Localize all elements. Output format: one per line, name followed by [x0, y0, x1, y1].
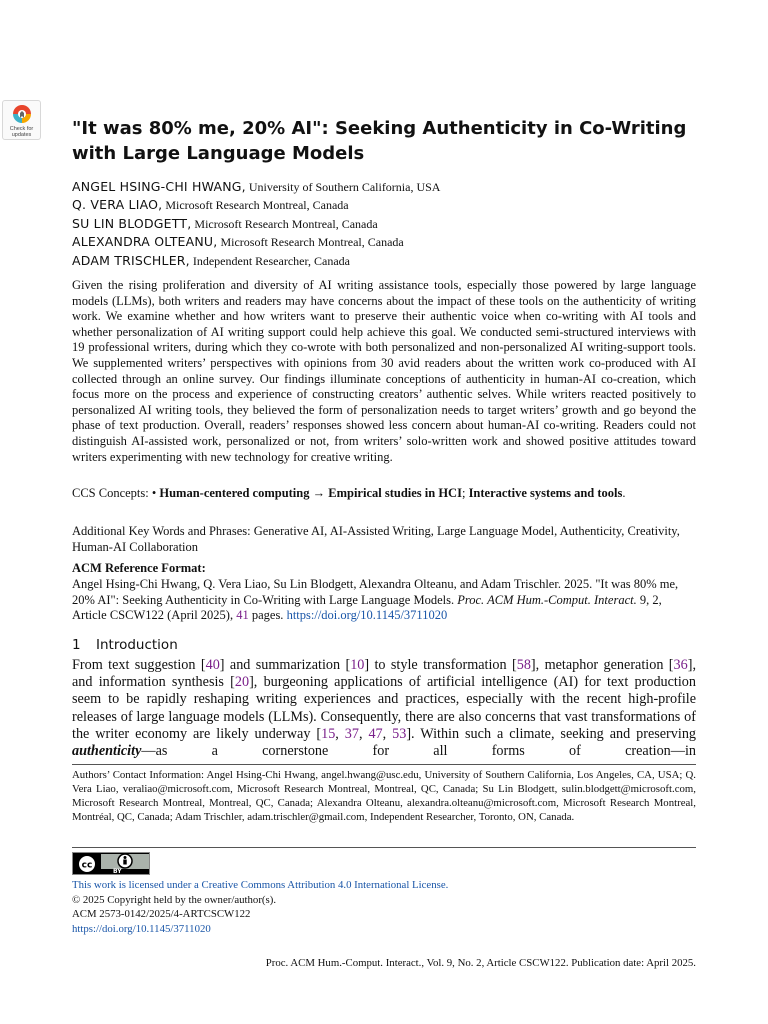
ccs-concept: Empirical studies in HCI: [328, 486, 462, 500]
intro-text: ], burgeoning applications of artificial intelligence (AI) for text production seem to be rapidly reshaping writing experiences and practices, especially with the recent high-profile releases of large language models (LLMs). Consequently, there are also concerns that vast transformations of the writer economy are likely underway [: [72, 674, 696, 742]
intro-text: ,: [382, 725, 393, 742]
citation-link[interactable]: 53: [392, 725, 407, 742]
copyright-line: © 2025 Copyright held by the owner/author(s).: [72, 893, 277, 906]
citation-text: pages.: [248, 608, 287, 623]
citation-link[interactable]: 40: [205, 657, 220, 673]
page-count-link[interactable]: 41: [236, 608, 249, 623]
section-title: Introduction: [96, 637, 178, 653]
cc-by-label: BY: [113, 868, 122, 875]
journal-name: Proc. ACM Hum.-Comput. Interact.: [457, 592, 637, 607]
citation-link[interactable]: 58: [516, 657, 531, 673]
author-list: [72, 178, 696, 270]
author-line: [72, 233, 696, 251]
author-name: ADAM TRISCHLER,: [72, 252, 190, 268]
ccs-arrow: →: [309, 486, 329, 500]
citation-link[interactable]: 47: [368, 725, 383, 742]
citation-link[interactable]: 36: [673, 657, 688, 673]
reference-format-heading: ACM Reference Format:: [72, 561, 206, 575]
author-line: [72, 178, 696, 196]
introduction-paragraph: [72, 657, 696, 760]
author-contact-footnote: Authors’ Contact Information: Angel Hsing-Chi Hwang, angel.hwang@usc.edu, University of Southern California, Los Angeles, CA, USA; Q. Vera Liao, veraliao@microsoft.com, Microsoft Research Montreal, Montreal, QC, Canada; Su Lin Blodgett, sulin.blodgett@microsoft.com, Microsoft Research Montreal, Montreal, QC, Canada; Alexandra Olteanu, alexandra.olteanu@microsoft.com, Microsoft Research Montreal, Montréal, QC, Canada; Adam Trischler, adam.trischler@gmail.com, Independent Researcher, Toronto, ON, Canada.: [72, 769, 696, 824]
intro-text: From text suggestion [: [72, 657, 206, 673]
author-affiliation: Independent Researcher, Canada: [192, 253, 350, 268]
author-line: [72, 252, 696, 270]
license-link[interactable]: This work is licensed under a Creative Commons Attribution 4.0 International License.: [72, 879, 449, 891]
check-for-updates-badge[interactable]: [2, 100, 41, 140]
cc-logo-icon: [76, 853, 98, 875]
attribution-person-icon: [117, 853, 133, 869]
citation-text: 9, 2, Article CSCW122 (April 2025),: [72, 592, 662, 623]
ccs-label: CCS Concepts: •: [72, 486, 157, 500]
intro-text: ,: [335, 725, 345, 742]
citation-link[interactable]: 10: [350, 657, 365, 673]
check-for-updates-label: Check for updates: [9, 126, 34, 138]
intro-text: ]. Within such a climate, seeking and preserving: [406, 725, 697, 742]
intro-text: ] to style transformation [: [364, 657, 517, 673]
author-affiliation: University of Southern California, USA: [248, 180, 441, 194]
author-name: SU LIN BLODGETT,: [72, 215, 192, 231]
license-divider: [72, 847, 696, 848]
ccs-concepts: [72, 486, 696, 502]
citation-link[interactable]: 20: [234, 674, 250, 691]
abstract: Given the rising proliferation and diversity of AI writing assistance tools, especially those powered by large language models (LLMs), both writers and readers may have concerns about the impact of these tools on the authenticity of writing work. We examine whether and how writers want to preserve their authentic voice when co-writing with AI tools and whether personalization of AI writing support could help achieve this goal. We conducted semi-structured interviews with 19 professional writers, during which they co-wrote with both personalized and non-personalized AI writing-support tools. We supplemented writers’ perspectives with opinions from 30 avid readers about the written work co-produced with AI collected through an online survey. Our findings illuminate conceptions of authenticity in human-AI co-creation, which focus more on the process and experience of constructing creators’ authentic selves. While writers reacted positively to personalized AI writing tools, they believed the form of personalization needs to target writers’ growth and go beyond the phase of text production. Overall, readers’ responses showed less concern about human-AI co-writing. Readers could not distinguish AI-assisted work, personalized or not, from writers’ solo-written work and showed positive attitudes toward writers experimenting with new technology for creative writing.: [72, 278, 696, 464]
author-affiliation: Microsoft Research Montreal, Canada: [165, 198, 349, 213]
section-number: 1: [72, 637, 81, 653]
intro-text: ], metaphor generation [: [530, 657, 674, 673]
doi-link[interactable]: https://doi.org/10.1145/3711020: [72, 922, 211, 935]
author-line: [72, 196, 696, 214]
page-footer: Proc. ACM Hum.-Comput. Interact., Vol. 9, No. 2, Article CSCW122. Publication date: April 2025.: [265, 957, 696, 969]
paper-title: "It was 80% me, 20% AI": Seeking Authenticity in Co-Writing with Large Language Models: [72, 118, 687, 164]
svg-text:cc: cc: [81, 860, 93, 871]
creative-commons-badge[interactable]: [72, 852, 150, 875]
ccs-concept: Human-centered computing: [159, 486, 310, 500]
author-name: ANGEL HSING-CHI HWANG,: [72, 179, 246, 194]
ccs-end: .: [622, 486, 626, 500]
footnote-divider: [72, 764, 696, 765]
doi-link[interactable]: https://doi.org/10.1145/3711020: [286, 608, 448, 623]
author-line: [72, 215, 696, 233]
crossmark-icon: [12, 104, 32, 126]
citation-link[interactable]: 37: [344, 725, 359, 742]
citation-text: Angel Hsing-Chi Hwang, Q. Vera Liao, Su Lin Blodgett, Alexandra Olteanu, and Adam Trischler. 2025. "It was 80% me, 20% AI": Seeking Authenticity in Co-Writing with Large Language Models.: [72, 577, 679, 607]
intro-text: ,: [358, 725, 369, 742]
intro-text: —as a cornerstone for all forms of creation—in: [141, 743, 696, 760]
intro-text: ] and summarization [: [219, 657, 351, 673]
acm-identifier: ACM 2573-0142/2025/4-ARTCSCW122: [72, 908, 251, 921]
ccs-separator: ;: [461, 486, 469, 500]
section-heading: [72, 636, 696, 654]
author-affiliation: Microsoft Research Montreal, Canada: [194, 216, 378, 231]
intro-text: ], and information synthesis [: [72, 657, 696, 691]
emphasis-authenticity: authenticity: [72, 743, 142, 760]
author-affiliation: Microsoft Research Montreal, Canada: [220, 235, 404, 250]
author-name: Q. VERA LIAO,: [72, 197, 163, 213]
citation-link[interactable]: 15: [321, 725, 336, 742]
ccs-concept: Interactive systems and tools: [468, 486, 623, 500]
reference-format-citation: [72, 577, 696, 624]
author-name: ALEXANDRA OLTEANU,: [72, 234, 218, 250]
license-block: [72, 878, 696, 936]
keywords: Additional Key Words and Phrases: Generative AI, AI-Assisted Writing, Large Language Model, Authenticity, Creativity, Human-AI Collaboration: [72, 524, 680, 554]
